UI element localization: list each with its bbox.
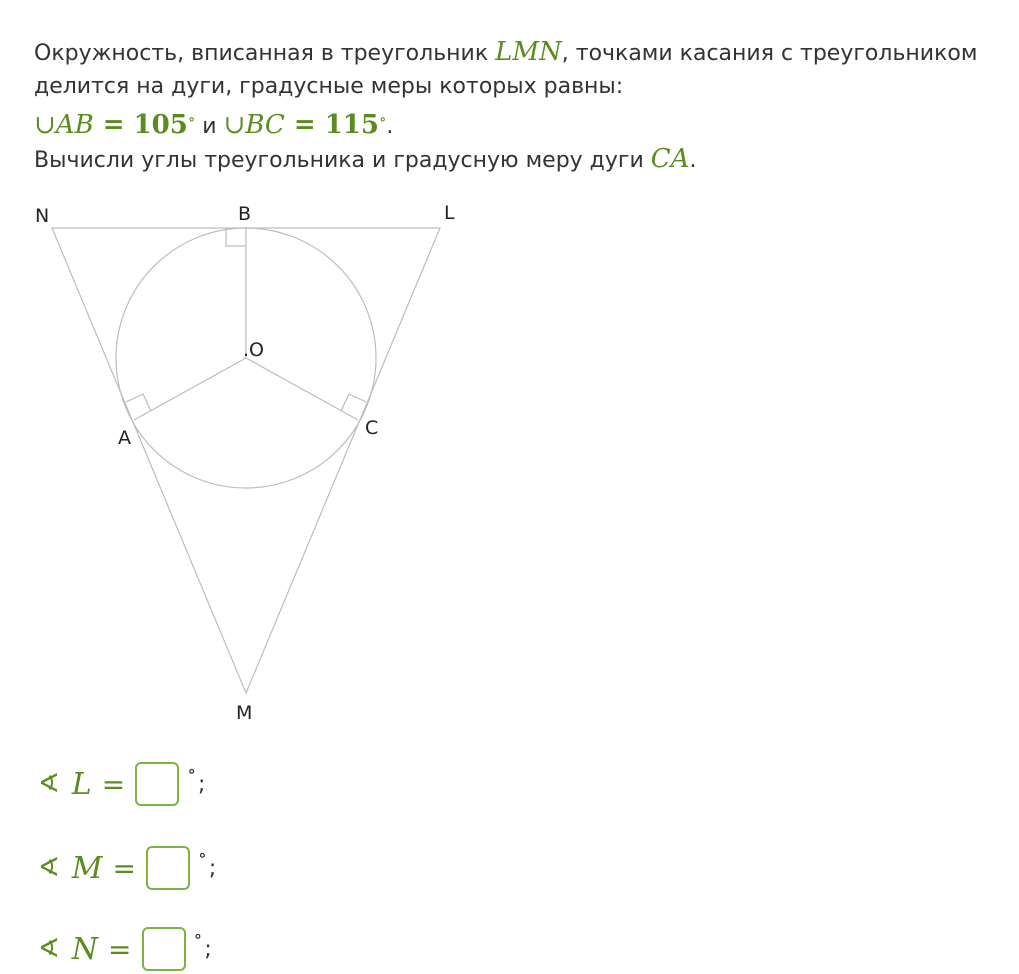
label-m: M bbox=[236, 702, 253, 724]
answer-row-l bbox=[38, 759, 205, 809]
arc-ab-expression bbox=[34, 110, 195, 140]
angle-variable-l: L bbox=[71, 766, 92, 802]
arc-bc-expression bbox=[224, 110, 387, 140]
arc-symbol: ∪ bbox=[223, 110, 246, 140]
degree-sign: ∘ bbox=[187, 761, 197, 782]
triangle-figure bbox=[0, 195, 520, 735]
label-c: C bbox=[365, 417, 379, 439]
arc-bc-value: 115 bbox=[324, 110, 379, 140]
answer-row-n bbox=[38, 924, 212, 974]
degree-sign: ∘ bbox=[378, 110, 387, 128]
angle-icon: ∢ bbox=[38, 853, 60, 883]
label-a: A bbox=[118, 427, 131, 449]
label-n: N bbox=[35, 205, 50, 227]
angle-variable-n: N bbox=[71, 931, 99, 967]
angle-n-input[interactable] bbox=[142, 927, 186, 971]
equals-sign: = bbox=[112, 851, 136, 885]
period: . bbox=[386, 114, 394, 139]
problem-line-2: делится на дуги, градусные меры которых равны: bbox=[34, 74, 624, 99]
angle-variable-m: M bbox=[71, 850, 103, 886]
arc-bc-name: BC bbox=[245, 110, 285, 140]
problem-text: Окружность, вписанная в треугольник bbox=[34, 41, 496, 66]
period: . bbox=[689, 148, 697, 173]
equals-sign: = bbox=[108, 932, 132, 966]
problem-line-1 bbox=[34, 36, 1004, 70]
angle-icon: ∢ bbox=[38, 769, 60, 799]
right-angle-mark-a bbox=[126, 394, 151, 411]
label-b: B bbox=[238, 203, 252, 225]
semicolon: ; bbox=[204, 936, 212, 962]
target-arc-name: CA bbox=[650, 144, 690, 174]
angle-icon: ∢ bbox=[38, 934, 60, 964]
angle-l-input[interactable] bbox=[135, 762, 179, 806]
answer-row-m bbox=[38, 843, 216, 893]
degree-sign: ∘ bbox=[193, 926, 203, 947]
problem-statement bbox=[34, 36, 1004, 177]
triangle-name: LMN bbox=[495, 37, 562, 67]
semicolon: ; bbox=[208, 855, 217, 881]
connector-text: и bbox=[195, 114, 224, 139]
arc-ab-name: AB bbox=[55, 110, 94, 140]
degree-sign: ∘ bbox=[187, 110, 196, 128]
semicolon: ; bbox=[198, 771, 206, 797]
problem-text: , точками касания с треугольником bbox=[561, 41, 978, 66]
equals-sign: = bbox=[101, 767, 126, 801]
equals-sign: = bbox=[93, 110, 134, 140]
degree-sign: ∘ bbox=[197, 845, 207, 866]
arc-ab-value: 105 bbox=[133, 110, 188, 140]
label-o: .O bbox=[243, 339, 264, 361]
label-l: L bbox=[444, 202, 455, 224]
arc-symbol: ∪ bbox=[34, 110, 56, 140]
right-angle-mark-b bbox=[226, 228, 246, 246]
right-angle-mark-c bbox=[341, 394, 366, 411]
problem-text: Вычисли углы треугольника и градусную меру дуги bbox=[34, 148, 651, 173]
problem-line-3 bbox=[34, 103, 1004, 143]
angle-m-input[interactable] bbox=[146, 846, 190, 890]
equals-sign: = bbox=[284, 110, 325, 140]
problem-line-4 bbox=[34, 143, 1004, 177]
